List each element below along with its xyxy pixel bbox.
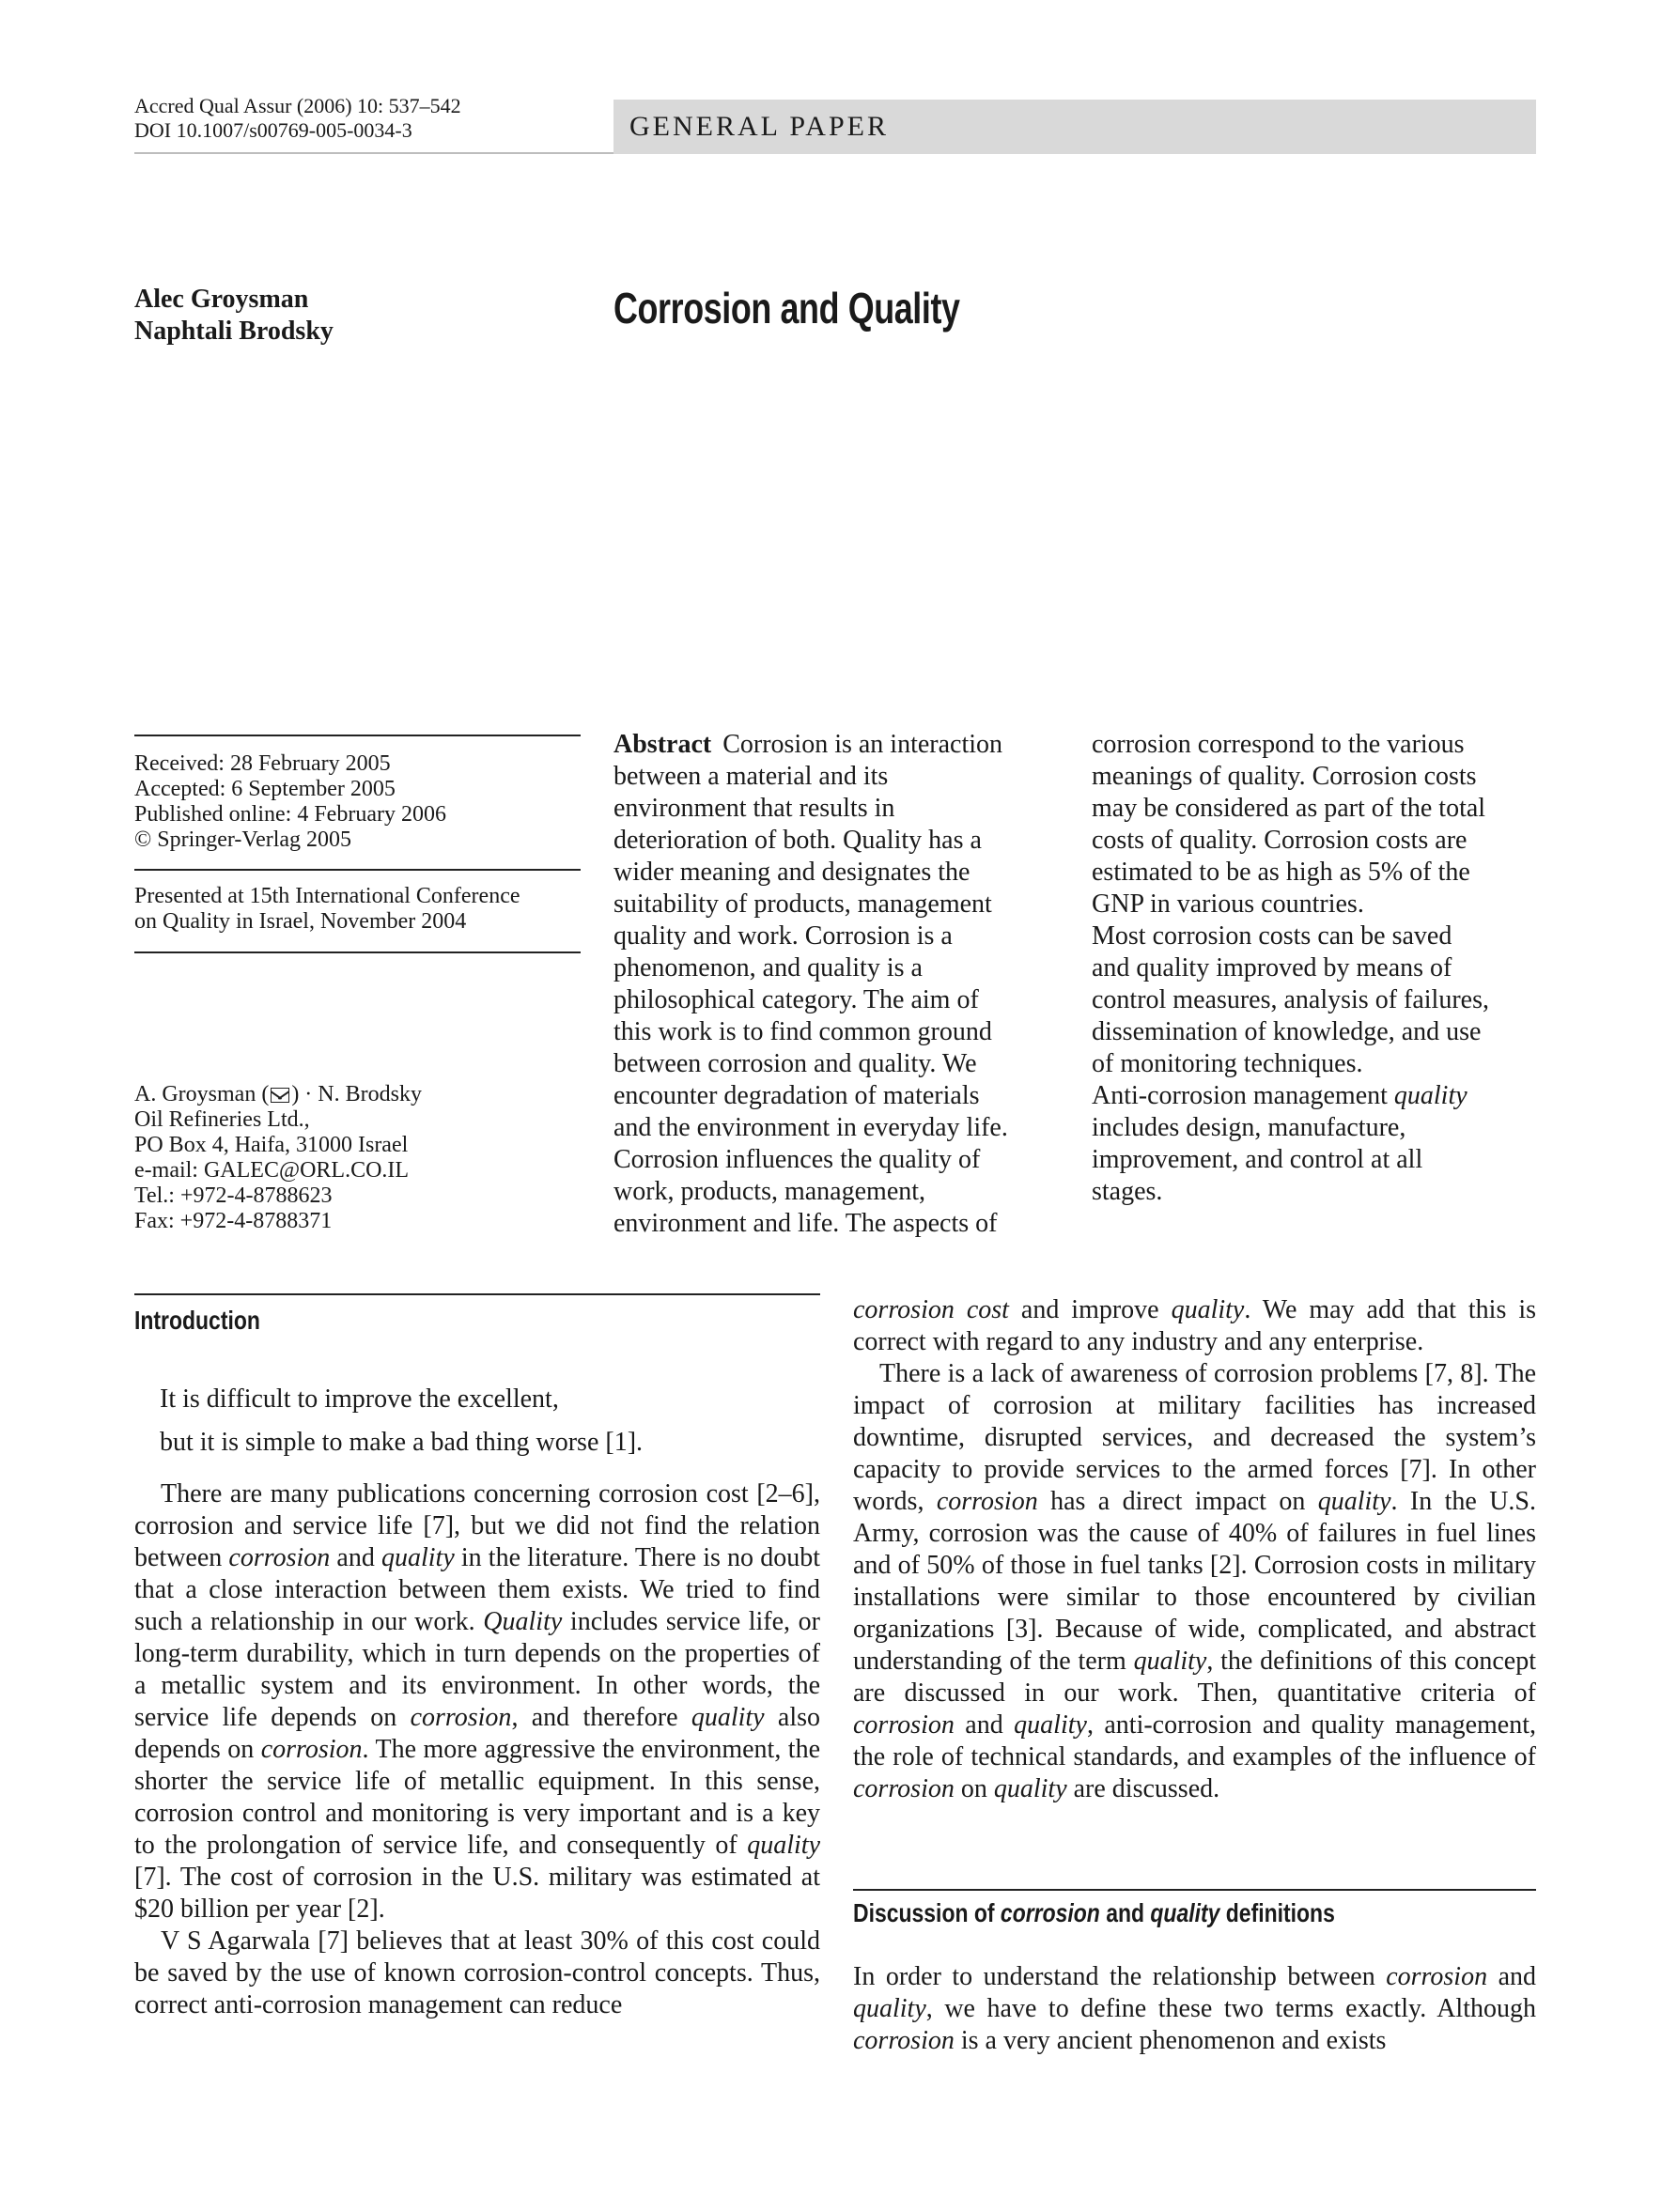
abstract-line: improvement, and control at all <box>1092 1145 1423 1174</box>
abstract-line: this work is to find common ground <box>613 1017 992 1046</box>
text-run: and <box>954 1710 1015 1740</box>
accepted-date: Accepted: 6 September 2005 <box>134 777 396 801</box>
abstract-column-2 <box>1092 729 1541 1208</box>
text-run: and <box>330 1543 381 1572</box>
abstract-line: phenomenon, and quality is a <box>613 953 923 982</box>
publication-dates <box>134 751 446 853</box>
text-run: There is a lack of awareness of corrosion problems [7, 8]. The impact of corrosion at military facilities has increased downtime, disrupted services, and decreased the system’s capacity to provide services to the armed forces [7]. In other words, <box>853 1359 1536 1516</box>
author-name: Naphtali Brodsky <box>134 317 334 346</box>
divider <box>134 951 581 953</box>
published-date: Published online: 4 February 2006 <box>134 802 446 827</box>
telephone: Tel.: +972-4-8788623 <box>134 1183 333 1208</box>
text-run: is a very ancient phenomenon and exists <box>954 2026 1387 2055</box>
epigraph-line: It is difficult to improve the excellent, <box>160 1384 559 1414</box>
abstract-line: dissemination of knowledge, and use <box>1092 1017 1482 1046</box>
paragraph <box>134 1926 820 2021</box>
text-run: on <box>954 1774 994 1803</box>
italic-text: quality <box>993 1774 1067 1803</box>
text-run: . We may add that this is correct with regard to any industry and any enterprise. <box>853 1295 1536 1356</box>
discussion-body <box>853 1961 1536 2057</box>
abstract-line: costs of quality. Corrosion costs are <box>1092 826 1467 855</box>
abstract-line: includes design, manufacture, <box>1092 1113 1406 1142</box>
heading-text: definitions <box>1219 1898 1335 1927</box>
italic-text: quality <box>747 1831 820 1860</box>
abstract-line: and quality improved by means of <box>1092 953 1452 982</box>
introduction-body <box>134 1478 820 2021</box>
address-po: PO Box 4, Haifa, 31000 Israel <box>134 1133 409 1157</box>
text-run: has a direct impact on <box>1037 1487 1318 1516</box>
abstract-line: philosophical category. The aim of <box>613 985 979 1014</box>
text-run: are discussed. <box>1066 1774 1220 1803</box>
text-run: in the literature. There is no doubt that a close interaction between them exists. We tried to find such a relationship in our work. <box>134 1543 820 1636</box>
text-run: There are many publications concerning corrosion cost [2–6], corrosion and service life [7], but we did not find the relation between <box>134 1479 820 1572</box>
heading-text: and <box>1099 1898 1151 1927</box>
abstract-line: GNP in various countries. <box>1092 889 1364 919</box>
section-divider <box>853 1889 1536 1891</box>
abstract-line: suitability of products, management <box>613 889 992 919</box>
heading-italic: corrosion <box>1000 1898 1100 1927</box>
right-column-body <box>853 1294 1536 1805</box>
abstract-line: encounter degradation of materials <box>613 1081 980 1110</box>
paragraph <box>134 1478 820 1926</box>
envelope-icon <box>271 1088 289 1103</box>
abstract-line: and the environment in everyday life. <box>613 1113 1008 1142</box>
abstract-line <box>1092 1080 1541 1112</box>
text-run: . The more aggressive the environment, the shorter the service life of metallic equipment. In this sense, corrosion control and monitoring is very important and is a key to the prolongation of service life, and consequently of <box>134 1735 820 1860</box>
abstract-line: work, products, management, <box>613 1177 926 1206</box>
italic-text: corrosion <box>853 1710 955 1740</box>
abstract-lines <box>1092 729 1541 1080</box>
italic-text: quality <box>853 1994 926 2023</box>
received-date: Received: 28 February 2005 <box>134 751 391 776</box>
italic-text: corrosion <box>228 1543 331 1572</box>
heading-text: Discussion of <box>853 1898 1001 1927</box>
text-run: and <box>1487 1962 1537 1991</box>
italic-text: quality <box>1133 1647 1207 1676</box>
email-address[interactable]: e-mail: GALEC@ORL.CO.IL <box>134 1158 410 1183</box>
author-name: Alec Groysman <box>134 285 309 314</box>
section-label: GENERAL PAPER <box>629 111 889 142</box>
italic-text: corrosion cost <box>853 1295 1009 1324</box>
text-run: , and therefore <box>511 1703 691 1732</box>
abstract-line: may be considered as part of the total <box>1092 794 1486 823</box>
author-list <box>134 284 334 348</box>
journal-citation: Accred Qual Assur (2006) 10: 537–542 <box>134 94 461 117</box>
epigraph-line: but it is simple to make a bad thing worse [1]. <box>160 1428 644 1457</box>
italic-text: corrosion <box>1386 1962 1488 1991</box>
text-run: . In the U.S. Army, corrosion was the cause of 40% of failures in fuel lines and of 50% of those in fuel tanks [2]. Corrosion costs in military installations were similar to those encountered by civilian organizations [3]. Because of wide, complicated, and abstract understanding of the term <box>853 1487 1536 1676</box>
italic-text: quality <box>1014 1710 1087 1740</box>
abstract-line: environment that results in <box>613 794 895 823</box>
text-run: includes service life, or long-term durability, which in turn depends on the properties of a metallic system and its environment. In other words, the service life depends on <box>134 1607 820 1732</box>
heading-italic: quality <box>1150 1898 1220 1927</box>
abstract-line: quality and work. Corrosion is a <box>613 921 953 951</box>
paragraph <box>853 1358 1536 1805</box>
address-name-second: ) · N. Brodsky <box>291 1082 422 1106</box>
abstract-lines <box>1092 1112 1541 1208</box>
abstract-lines <box>613 761 1066 1240</box>
abstract-line: estimated to be as high as 5% of the <box>1092 858 1470 887</box>
abstract-column-1 <box>613 729 1066 1240</box>
italic-text: corrosion <box>410 1703 512 1732</box>
italic-text: Quality <box>483 1607 563 1636</box>
italic-text: quality <box>380 1543 455 1572</box>
presentation-note-line: on Quality in Israel, November 2004 <box>134 909 467 934</box>
italic-text: quality <box>1317 1487 1391 1516</box>
paragraph <box>853 1294 1536 1358</box>
epigraph <box>160 1384 817 1470</box>
italic-text: quality <box>1171 1295 1245 1324</box>
paper-title: Corrosion and Quality <box>613 284 960 333</box>
abstract-line: wider meaning and designates the <box>613 858 970 887</box>
abstract-line: of monitoring techniques. <box>1092 1049 1363 1078</box>
header-rule <box>134 152 613 154</box>
abstract-line: Most corrosion costs can be saved <box>1092 921 1452 951</box>
abstract-line: Corrosion is an interaction <box>722 730 1003 759</box>
fax: Fax: +972-4-8788371 <box>134 1209 333 1233</box>
abstract-line: between a material and its <box>613 762 889 791</box>
paragraph <box>853 1961 1536 2057</box>
doi: DOI 10.1007/s00769-005-0034-3 <box>134 118 412 142</box>
presentation-note <box>134 884 520 935</box>
divider <box>134 735 581 736</box>
journal-citation-block <box>134 94 461 143</box>
copyright: © Springer-Verlag 2005 <box>134 828 352 852</box>
correspondence-address <box>134 1082 422 1234</box>
abstract-line: stages. <box>1092 1177 1163 1206</box>
italic-text: corrosion <box>936 1487 1038 1516</box>
italic-text: corrosion <box>853 1774 955 1803</box>
divider <box>134 869 581 871</box>
abstract-line: control measures, analysis of failures, <box>1092 985 1489 1014</box>
discussion-heading <box>853 1897 1335 1929</box>
text-run: also depends on <box>134 1703 821 1764</box>
introduction-heading: Introduction <box>134 1306 260 1335</box>
abstract-line: deterioration of both. Quality has a <box>613 826 982 855</box>
address-name-first: A. Groysman ( <box>134 1082 270 1106</box>
abstract-line: meanings of quality. Corrosion costs <box>1092 762 1477 791</box>
abstract-line: environment and life. The aspects of <box>613 1209 998 1238</box>
abstract-line-text: Anti-corrosion management <box>1092 1081 1394 1110</box>
text-run: , the definitions of this concept are discussed in our work. Then, quantitative criteria of <box>853 1647 1536 1708</box>
text-run: , anti-corrosion and quality management, the role of technical standards, and examples of the influence of <box>853 1710 1536 1771</box>
italic-text: corrosion <box>853 2026 955 2055</box>
abstract-heading: Abstract <box>613 730 712 759</box>
address-names <box>134 1082 422 1107</box>
abstract-line: between corrosion and quality. We <box>613 1049 977 1078</box>
section-divider <box>134 1293 820 1295</box>
abstract-line: Corrosion influences the quality of <box>613 1145 981 1174</box>
italic-text: quality <box>691 1703 765 1732</box>
text-run: and improve <box>1008 1295 1172 1324</box>
italic-text: corrosion <box>260 1735 363 1764</box>
text-run: V S Agarwala [7] believes that at least 30% of this cost could be saved by the use of known corrosion-control concepts. Thus, correct anti-corrosion management can reduce <box>134 1926 820 2019</box>
abstract-line: corrosion correspond to the various <box>1092 730 1465 759</box>
abstract-first-line <box>613 729 1066 761</box>
address-org: Oil Refineries Ltd., <box>134 1107 310 1132</box>
text-run: [7]. The cost of corrosion in the U.S. military was estimated at $20 billion per year [2]. <box>134 1863 820 1924</box>
presentation-note-line: Presented at 15th International Conference <box>134 884 520 908</box>
text-run: , we have to define these two terms exactly. Although <box>925 1994 1536 2023</box>
text-run: In order to understand the relationship between <box>853 1962 1387 1991</box>
abstract-line-italic: quality <box>1393 1081 1467 1110</box>
